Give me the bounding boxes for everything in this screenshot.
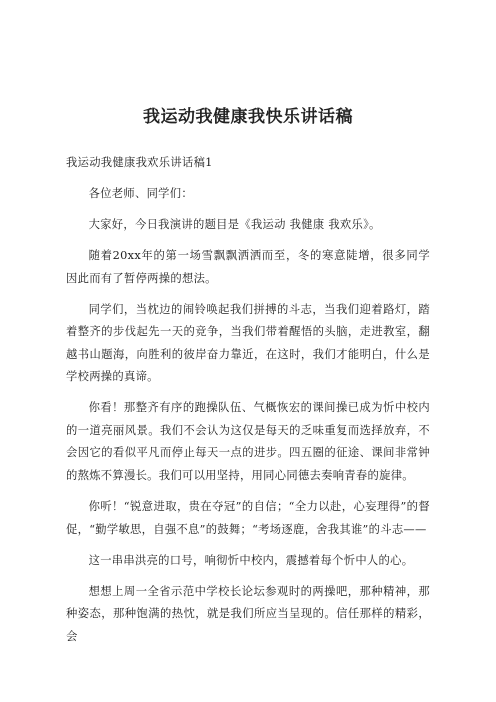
paragraph-body: 这一串串洪亮的口号，响彻忻中校内，震撼着每个忻中人的心。 [88, 553, 414, 567]
paragraph-body: 你看！那整齐有序的跑操队伍、气概恢宏的课间操已成为忻中校内的一道亮丽风景。我们不会认为这仅是每天的乏味重复而选择放弃，不会因它的看似平凡而停止每天一点的进步。四五圈的征途、课间非常钟的熬炼不算漫长。我们可以用坚持，用同心同德去奏响青春的旋律。 [66, 401, 430, 482]
document-body [66, 152, 430, 657]
paragraph-body: 随着20xx年的第一场雪飘飘洒洒而至，冬的寒意陡增，很多同学因此而有了暂停两操的想法。 [66, 249, 430, 285]
paragraph-subtitle: 我运动我健康我欢乐讲话稿1 [66, 156, 213, 169]
document-title: 我运动我健康我快乐讲话稿 [143, 107, 353, 127]
paragraph-intro: 大家好，今日我演讲的题目是《我运动 我健康 我欢乐》。 [88, 218, 381, 232]
paragraph-body: 你听！“锐意进取，贵在夺冠”的自信；“全力以赴，心妄理得”的督促，“勤学敏思，自强不息”的鼓舞；“考场逐鹿，舍我其谁”的斗志—— [66, 500, 430, 536]
paragraph-body: 同学们，当枕边的闹铃唤起我们拼搏的斗志，当我们迎着路灯，踏着整齐的步伐起先一天的竞争，当我们带着醒悟的头脑，走进教室，翻越书山题海，向胜利的彼岸奋力靠近，在这时，我们才能明白，什么是学校两操的真谛。 [66, 302, 430, 384]
paragraph-greeting: 各位老师、同学们： [88, 187, 193, 201]
paragraph-body: 想想上周一全省示范中学校长论坛参观时的两操吧，那种精神，那种姿态，那种饱满的热忱，就是我们所应当呈现的。信任那样的精彩，会 [66, 584, 430, 643]
